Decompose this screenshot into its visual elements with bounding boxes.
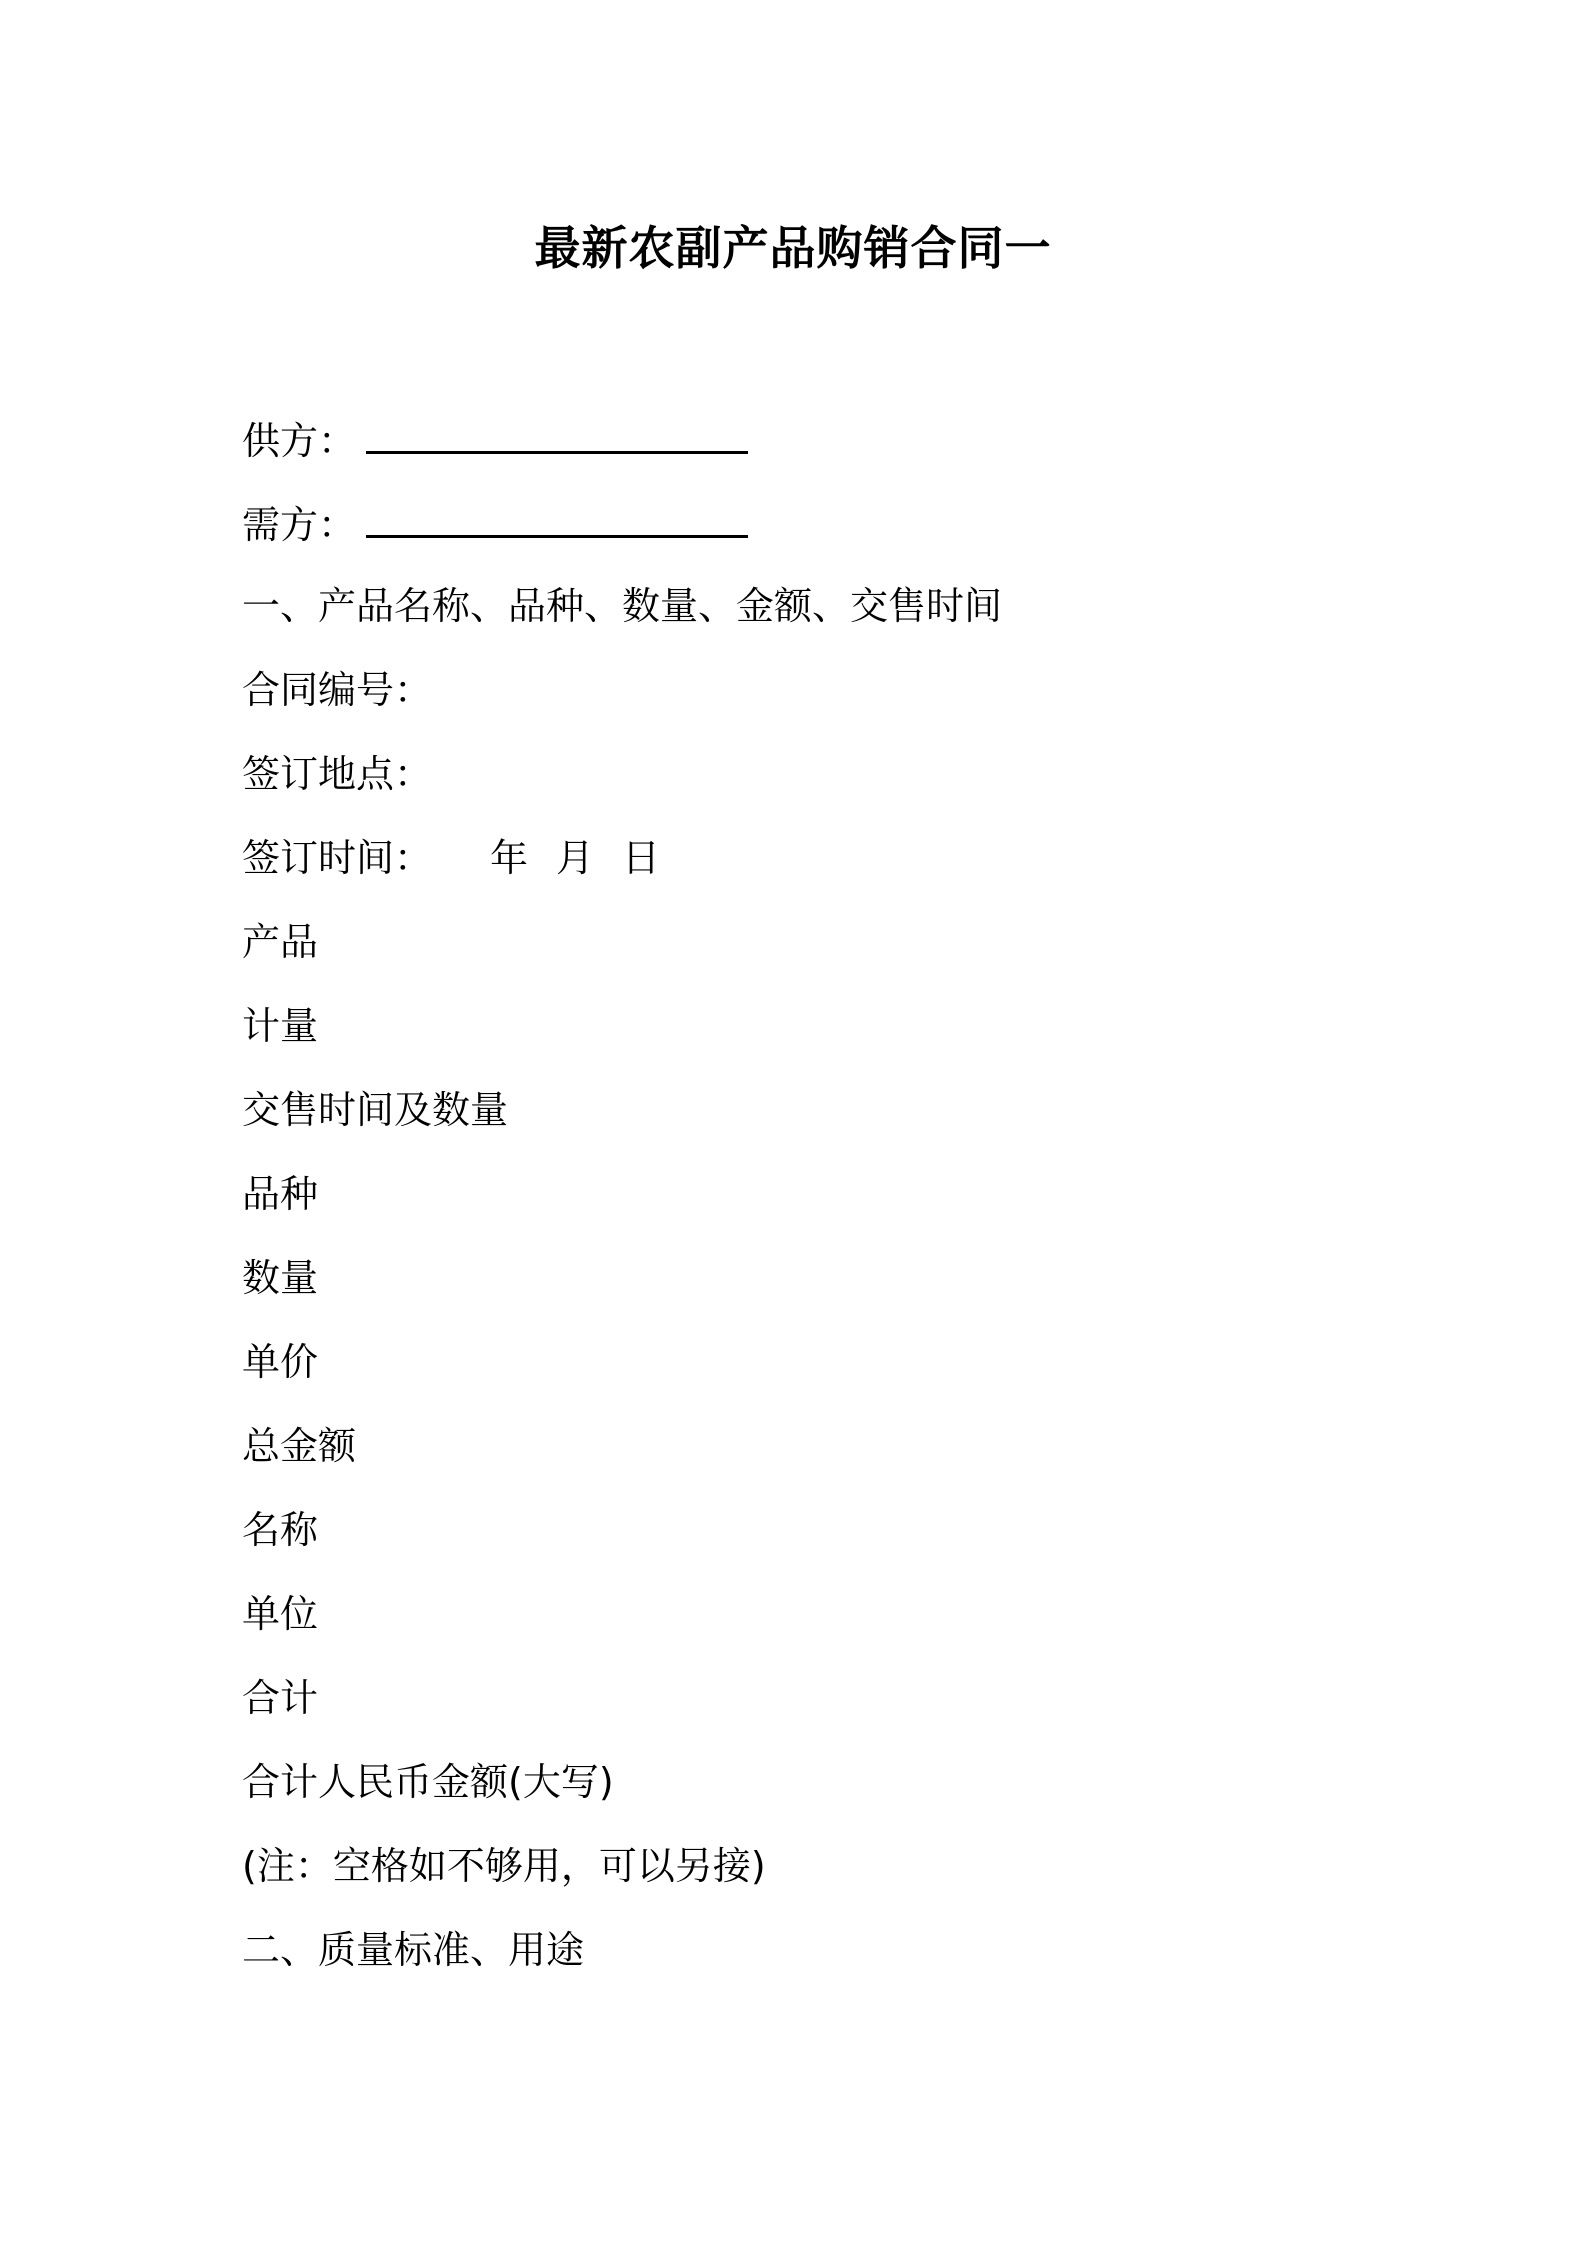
item-product: 产品 — [242, 920, 319, 964]
section-1-heading: 一、产品名称、品种、数量、金额、交售时间 — [242, 584, 1003, 628]
item-total-rmb-uppercase: 合计人民币金额(大写) — [242, 1760, 614, 1804]
year-label: 年 — [490, 836, 529, 880]
buyer-blank-field — [366, 491, 748, 538]
item-measure: 计量 — [242, 1004, 319, 1048]
document-title: 最新农副产品购销合同一 — [534, 221, 1052, 275]
month-label: 月 — [556, 836, 595, 880]
buyer-label: 需方： — [242, 503, 357, 547]
item-quantity: 数量 — [242, 1256, 319, 1300]
sign-time-line — [242, 827, 1342, 911]
supplier-line — [242, 407, 1342, 491]
item-unit: 单位 — [242, 1592, 319, 1636]
sign-place-label: 签订地点： — [242, 752, 433, 796]
supplier-label: 供方： — [242, 419, 357, 463]
item-note: (注：空格如不够用，可以另接) — [242, 1844, 766, 1888]
contract-number-label: 合同编号： — [242, 668, 433, 712]
item-unit-price: 单价 — [242, 1340, 319, 1384]
item-delivery-time-quantity: 交售时间及数量 — [242, 1088, 509, 1132]
item-variety: 品种 — [242, 1172, 319, 1216]
item-total: 合计 — [242, 1676, 319, 1720]
day-label: 日 — [622, 836, 661, 880]
section-2-heading: 二、质量标准、用途 — [242, 1928, 585, 1972]
sign-time-label: 签订时间： — [242, 836, 433, 880]
document-body — [242, 407, 1342, 2003]
item-name: 名称 — [242, 1508, 319, 1552]
item-total-amount: 总金额 — [242, 1424, 357, 1468]
supplier-blank-field — [366, 407, 748, 454]
buyer-line — [242, 491, 1342, 575]
